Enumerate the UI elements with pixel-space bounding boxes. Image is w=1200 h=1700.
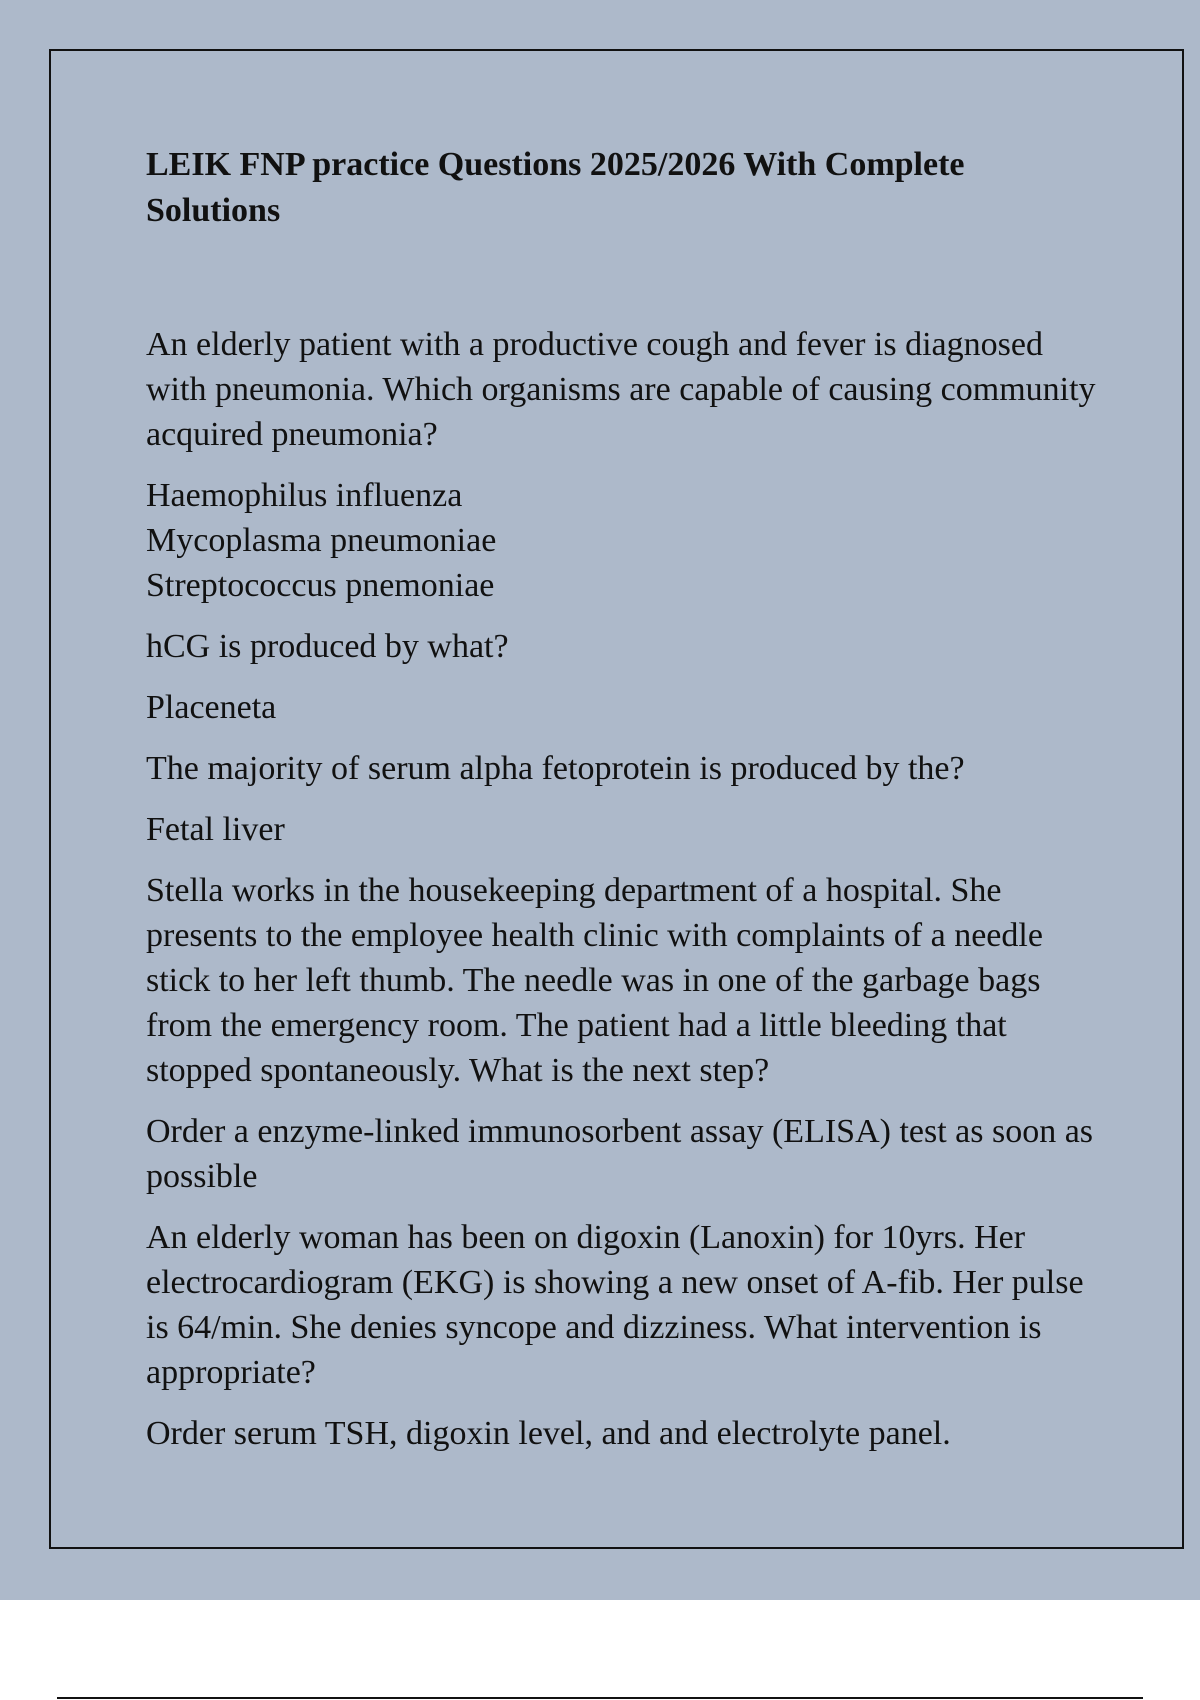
answer-1-line-3: Streptococcus pnemoniae [146,567,495,604]
answer-1-line-2: Mycoplasma pneumoniae [146,522,497,559]
document-content [146,142,1106,1472]
question-2: hCG is produced by what? [146,628,509,665]
question-5: An elderly woman has been on digoxin (Lanoxin) for 10yrs. Her electrocardiogram (EKG) is showing a new onset of A-fib. Her pulse is 64/min. She denies syncope and dizziness. What intervention is appropriate? [146,1219,1084,1391]
question-3: The majority of serum alpha fetoprotein is produced by the? [146,750,965,787]
answer-2: Placeneta [146,689,277,726]
answer-5: Order serum TSH, digoxin level, and and electrolyte panel. [146,1415,951,1452]
footer-divider [57,1697,1143,1699]
answer-3: Fetal liver [146,811,285,848]
answer-1 [146,473,1106,608]
answer-1-line-1: Haemophilus influenza [146,477,463,514]
question-4: Stella works in the housekeeping department of a hospital. She presents to the employee health clinic with complaints of a needle stick to her left thumb. The needle was in one of the garbage bags from the emergency room. The patient had a little bleeding that stopped spontaneously. What is the next step? [146,872,1043,1089]
answer-4: Order a enzyme-linked immunosorbent assay (ELISA) test as soon as possible [146,1113,1094,1195]
question-1: An elderly patient with a productive cough and fever is diagnosed with pneumonia. Which organisms are capable of causing community acquired pneumonia? [146,326,1096,453]
document-title: LEIK FNP practice Questions 2025/2026 With Complete Solutions [146,146,965,229]
